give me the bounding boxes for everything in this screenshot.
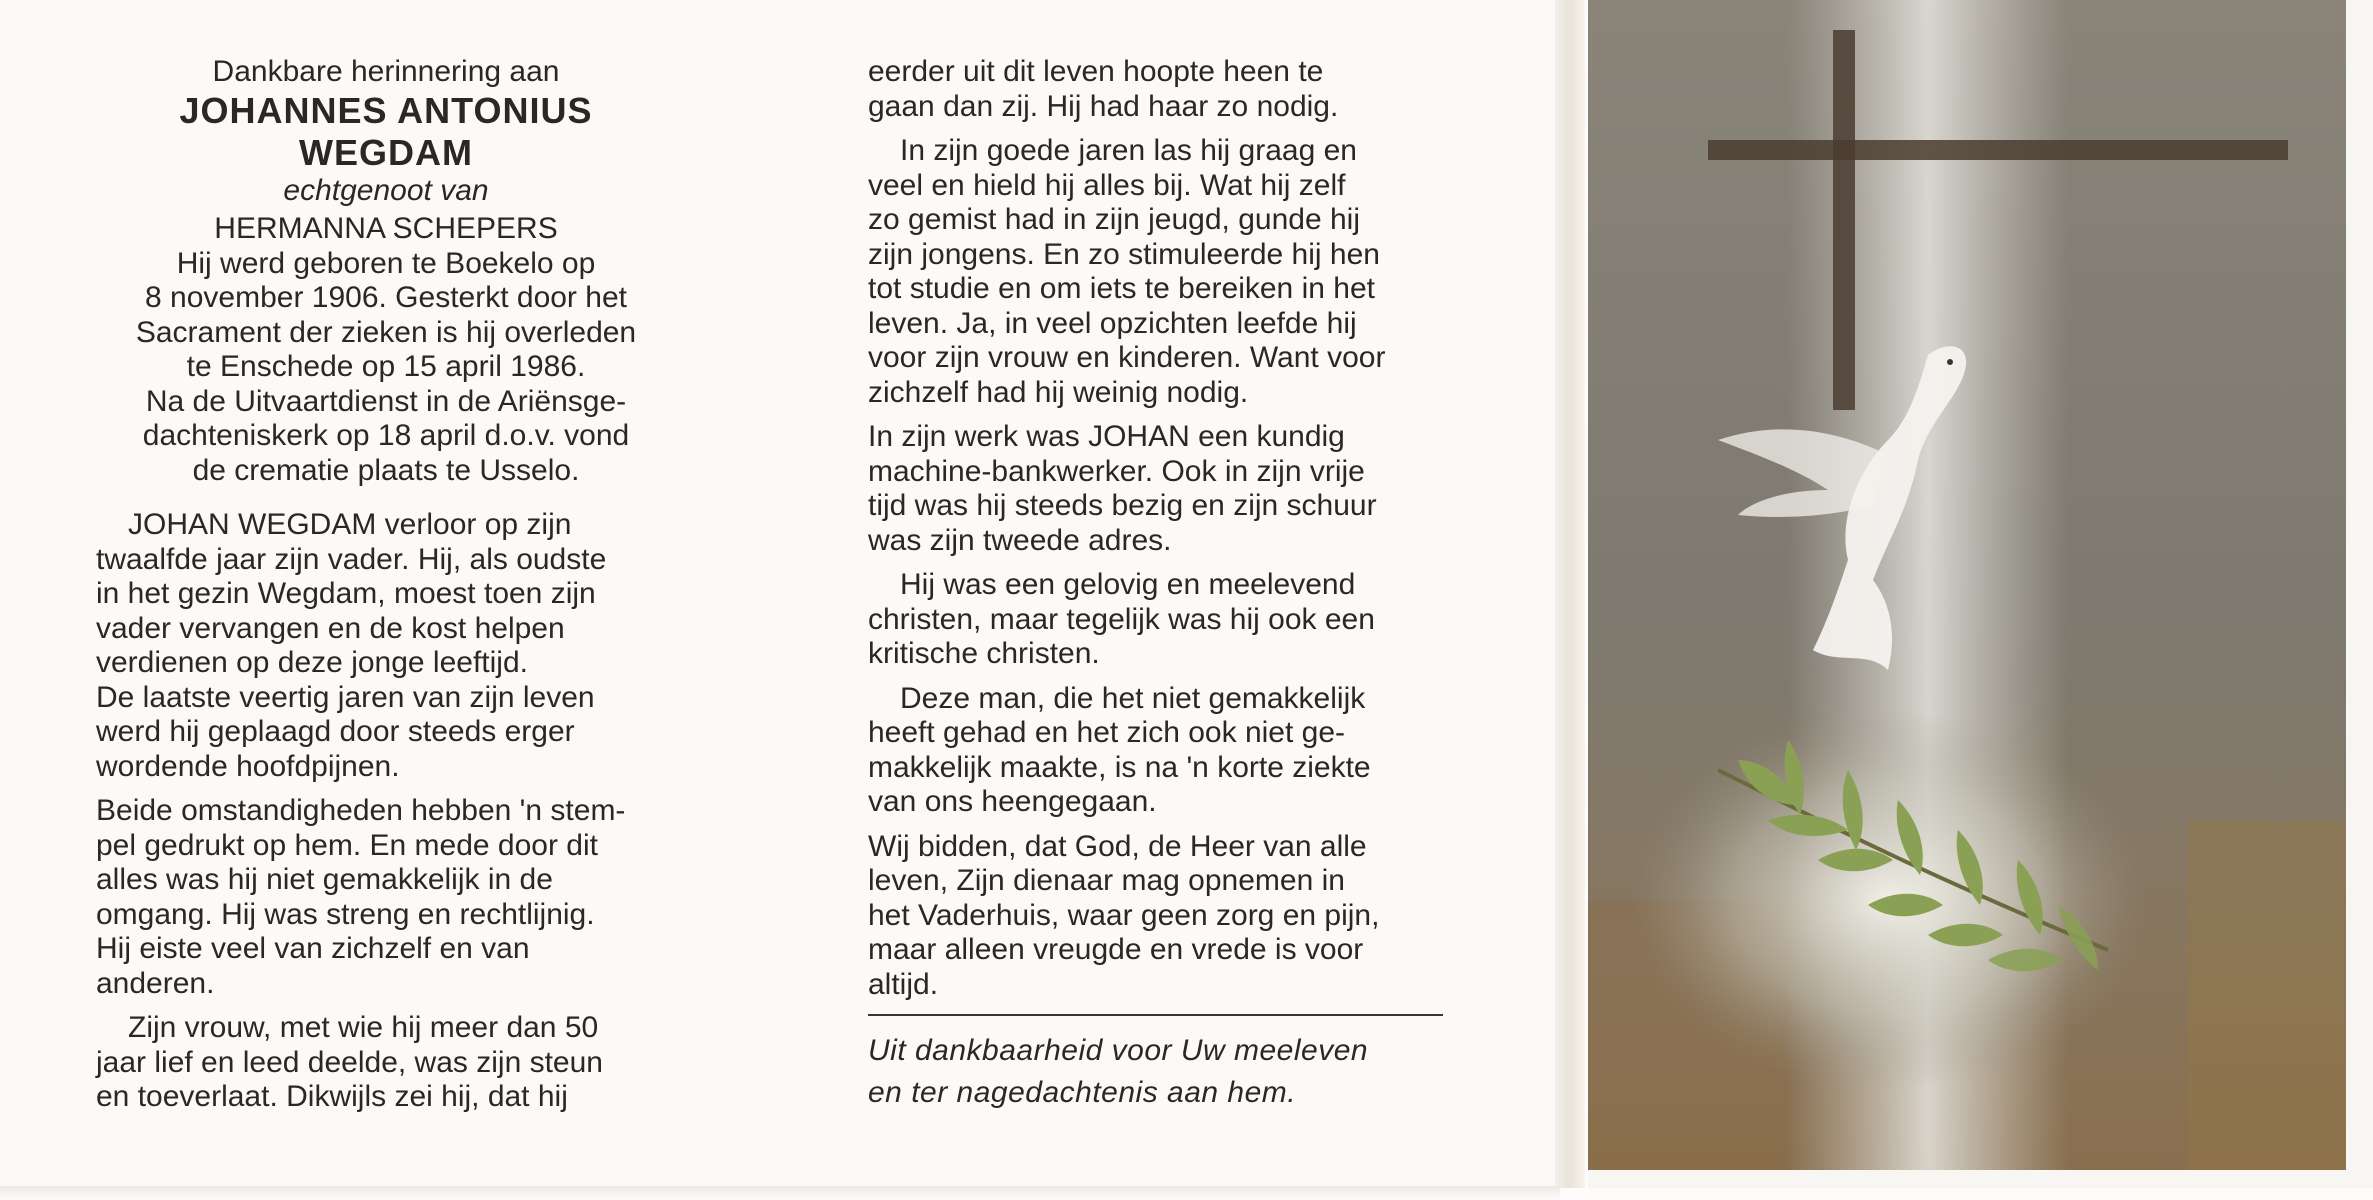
text-line: voor zijn vrouw en kinderen. Want voor — [868, 341, 1386, 374]
text-line: en toeverlaat. Dikwijls zei hij, dat hij — [96, 1080, 568, 1113]
text-line: Hij was een gelovig en meelevend — [900, 568, 1356, 601]
bio-line: Na de Uitvaartdienst in de Ariënsge- — [145, 384, 627, 418]
mid-paragraph-2 — [868, 134, 1448, 410]
left-paragraph-2 — [96, 794, 676, 1001]
bio-line: te Enschede op 15 april 1986. — [186, 350, 586, 383]
text-line: In zijn goede jaren las hij graag en — [900, 134, 1357, 167]
bio-line: dachteniskerk op 18 april d.o.v. vond — [142, 419, 630, 452]
text-line: maar alleen vreugde en vrede is voor — [868, 933, 1364, 966]
text-line: eerder uit dit leven hoopte heen te — [868, 55, 1324, 88]
text-line: altijd. — [868, 967, 939, 1001]
text-line: anderen. — [96, 966, 215, 1000]
text-line: gaan dan zij. Hij had haar zo nodig. — [868, 89, 1339, 123]
text-line: alles was hij niet gemakkelijk in de — [96, 863, 553, 896]
text-line: werd hij geplaagd door steeds erger — [96, 715, 575, 748]
deceased-name-line1: JOHANNES ANTONIUS — [179, 89, 593, 131]
left-column — [96, 55, 676, 1125]
bio-block — [96, 247, 676, 489]
text-line: In zijn werk was JOHAN een kundig — [868, 420, 1345, 453]
text-line: Hij eiste veel van zichzelf en van — [96, 932, 530, 965]
text-line: leven. Ja, in veel opzichten leefde hij — [868, 306, 1357, 340]
text-line: tijd was hij steeds bezig en zijn schuur — [868, 489, 1377, 522]
mid-paragraph-4 — [868, 568, 1448, 672]
text-line: twaalfde jaar zijn vader. Hij, als oudste — [96, 542, 607, 576]
closing-text — [868, 1030, 1448, 1114]
middle-column — [868, 55, 1448, 1114]
text-line: machine-bankwerker. Ook in zijn vrije — [868, 454, 1365, 488]
text-line: van ons heengegaan. — [868, 785, 1157, 818]
closing-line: en ter nagedachtenis aan hem. — [868, 1076, 1297, 1109]
divider-line — [868, 1014, 1443, 1016]
text-line: veel en hield hij alles bij. Wat hij zelf — [868, 168, 1346, 202]
mid-paragraph-6 — [868, 830, 1448, 1003]
closing-line: Uit dankbaarheid voor Uw meeleven — [868, 1034, 1369, 1067]
mid-paragraph-1 — [868, 55, 1448, 124]
card-fold — [1555, 0, 1585, 1188]
text-line: leven, Zijn dienaar mag opnemen in — [868, 864, 1345, 897]
bio-line: 8 november 1906. Gesterkt door het — [145, 281, 627, 314]
text-line: Beide omstandigheden hebben 'n stem- — [96, 794, 626, 827]
spouse-name: HERMANNA SCHEPERS — [214, 212, 558, 245]
bio-line: de crematie plaats te Usselo. — [192, 453, 580, 487]
text-line: zichzelf had hij weinig nodig. — [868, 375, 1249, 409]
intro-text: Dankbare herinnering aan — [212, 55, 560, 88]
text-line: heeft gehad en het zich ook niet ge- — [868, 716, 1346, 749]
text-line: was zijn tweede adres. — [868, 523, 1172, 557]
text-line: het Vaderhuis, waar geen zorg en pijn, — [868, 898, 1380, 932]
mid-paragraph-3 — [868, 420, 1448, 558]
text-line: in het gezin Wegdam, moest toen zijn — [96, 577, 596, 610]
deceased-name-line2: WEGDAM — [299, 131, 473, 173]
text-line: pel gedrukt op hem. En mede door dit — [96, 828, 598, 862]
text-line: Wij bidden, dat God, de Heer van alle — [868, 829, 1367, 863]
text-line: vader vervangen en de kost helpen — [96, 611, 565, 645]
text-line: Zijn vrouw, met wie hij meer dan 50 — [128, 1011, 599, 1044]
text-line: Deze man, die het niet gemakkelijk — [900, 681, 1366, 715]
text-line: jaar lief en leed deelde, was zijn steun — [96, 1045, 603, 1079]
text-line: wordende hoofdpijnen. — [96, 749, 400, 783]
text-line: De laatste veertig jaren van zijn leven — [96, 680, 595, 714]
text-line: tot studie en om iets te bereiken in het — [868, 272, 1375, 305]
mid-paragraph-5 — [868, 682, 1448, 820]
left-paragraph-1 — [96, 508, 676, 784]
card-bottom-edge — [0, 1186, 1560, 1200]
text-line: verdienen op deze jonge leeftijd. — [96, 646, 528, 679]
relation-text: echtgenoot van — [283, 173, 489, 207]
text-line: christen, maar tegelijk was hij ook een — [868, 602, 1375, 636]
artwork-painting — [1588, 0, 2373, 1188]
left-paragraph-3 — [96, 1011, 676, 1115]
text-line: zo gemist had in zijn jeugd, gunde hij — [868, 203, 1360, 236]
text-line: zijn jongens. En zo stimuleerde hij hen — [868, 237, 1380, 271]
artwork-panel — [1588, 0, 2373, 1188]
text-line: JOHAN WEGDAM verloor op zijn — [128, 508, 572, 541]
bio-line: Hij werd geboren te Boekelo op — [176, 246, 596, 280]
text-line: kritische christen. — [868, 637, 1100, 670]
text-line: omgang. Hij was streng en rechtlijnig. — [96, 897, 595, 931]
bio-line: Sacrament der zieken is hij overleden — [135, 315, 637, 349]
text-line: makkelijk maakte, is na 'n korte ziekte — [868, 750, 1371, 784]
